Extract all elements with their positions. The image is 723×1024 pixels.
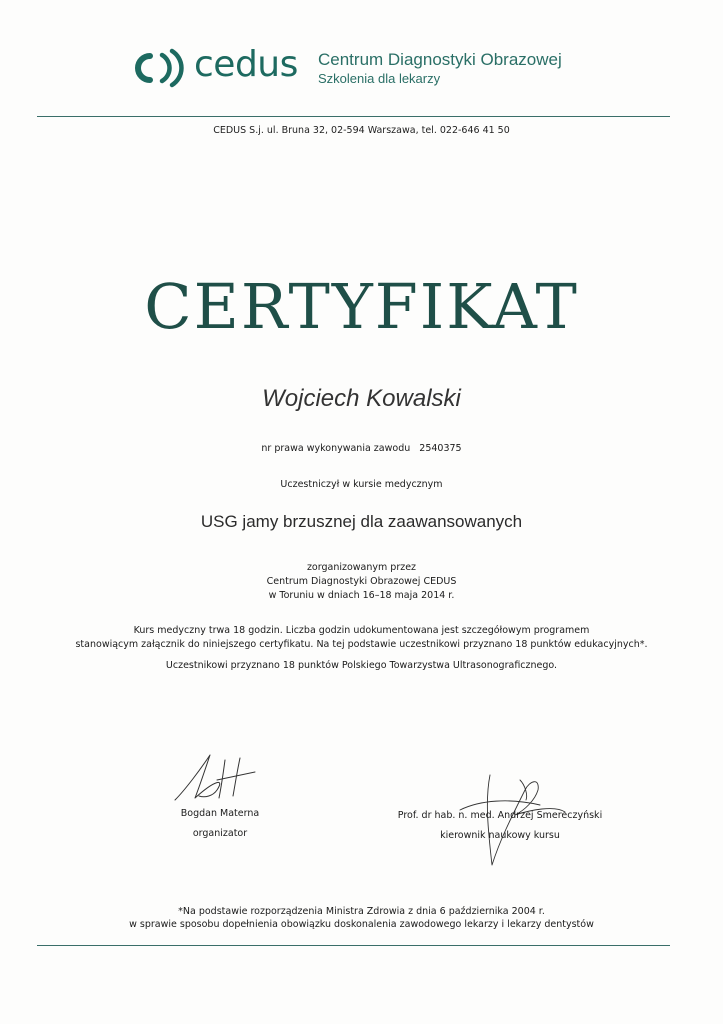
organizer-line: w Toruniu w dniach 16–18 maja 2014 r. bbox=[268, 590, 455, 601]
course-details-line: Kurs medyczny trwa 18 godzin. Liczba godzin udokumentowana jest szczegółowym programem bbox=[133, 625, 590, 636]
signature-left bbox=[145, 750, 305, 860]
license-label: nr prawa wykonywania zawodu bbox=[261, 443, 411, 454]
participation-statement: Uczestniczył w kursie medycznym bbox=[280, 479, 443, 490]
course-details-line: stanowiącym załącznik do niniejszego certyfikatu. Na tej podstawie uczestnikowi przyznano 18 punktów edukacyjnych*. bbox=[75, 639, 648, 650]
header-organization bbox=[318, 50, 562, 86]
course-name: USG jamy brzusznej dla zaawansowanych bbox=[200, 512, 523, 531]
logo-wordmark: cedus bbox=[194, 44, 298, 85]
signer-name-left: Bogdan Materna bbox=[180, 808, 260, 819]
certificate-title: CERTYFIKAT bbox=[144, 270, 579, 343]
organizer-line: zorganizowanym przez bbox=[306, 562, 417, 573]
cedus-logo bbox=[132, 44, 302, 92]
ptu-points-statement: Uczestnikowi przyznano 18 punktów Polskiego Towarzystwa Ultrasonograficznego. bbox=[165, 660, 558, 671]
organizer-block bbox=[0, 561, 723, 603]
footer-divider bbox=[37, 945, 670, 946]
footnote-line: w sprawie sposobu dopełnienia obowiązku doskonalenia zawodowego lekarzy i lekarzy dentystów bbox=[129, 919, 594, 930]
organizer-line: Centrum Diagnostyki Obrazowej CEDUS bbox=[266, 576, 457, 587]
footnote-line: *Na podstawie rozporządzenia Ministra Zdrowia z dnia 6 października 2004 r. bbox=[178, 906, 545, 917]
signer-role-left: organizator bbox=[192, 828, 248, 839]
handwritten-signature-left bbox=[155, 750, 275, 810]
recipient-name: Wojciech Kowalski bbox=[262, 385, 461, 412]
organization-title: Centrum Diagnostyki Obrazowej bbox=[318, 50, 562, 69]
license-number: 2540375 bbox=[419, 443, 462, 454]
license-line bbox=[0, 443, 723, 454]
signer-role-right: kierownik naukowy kursu bbox=[440, 830, 560, 841]
signer-name-right: Prof. dr hab. n. med. Andrzej Smereczyński bbox=[397, 810, 603, 821]
header-divider bbox=[37, 116, 670, 117]
signature-right bbox=[380, 765, 620, 875]
organization-subtitle: Szkolenia dla lekarzy bbox=[318, 71, 441, 86]
legal-footnote bbox=[0, 905, 723, 931]
organization-address: CEDUS S.j. ul. Bruna 32, 02-594 Warszawa, tel. 022-646 41 50 bbox=[213, 125, 510, 136]
cedus-logo-icon bbox=[132, 46, 192, 90]
course-details bbox=[0, 624, 723, 652]
